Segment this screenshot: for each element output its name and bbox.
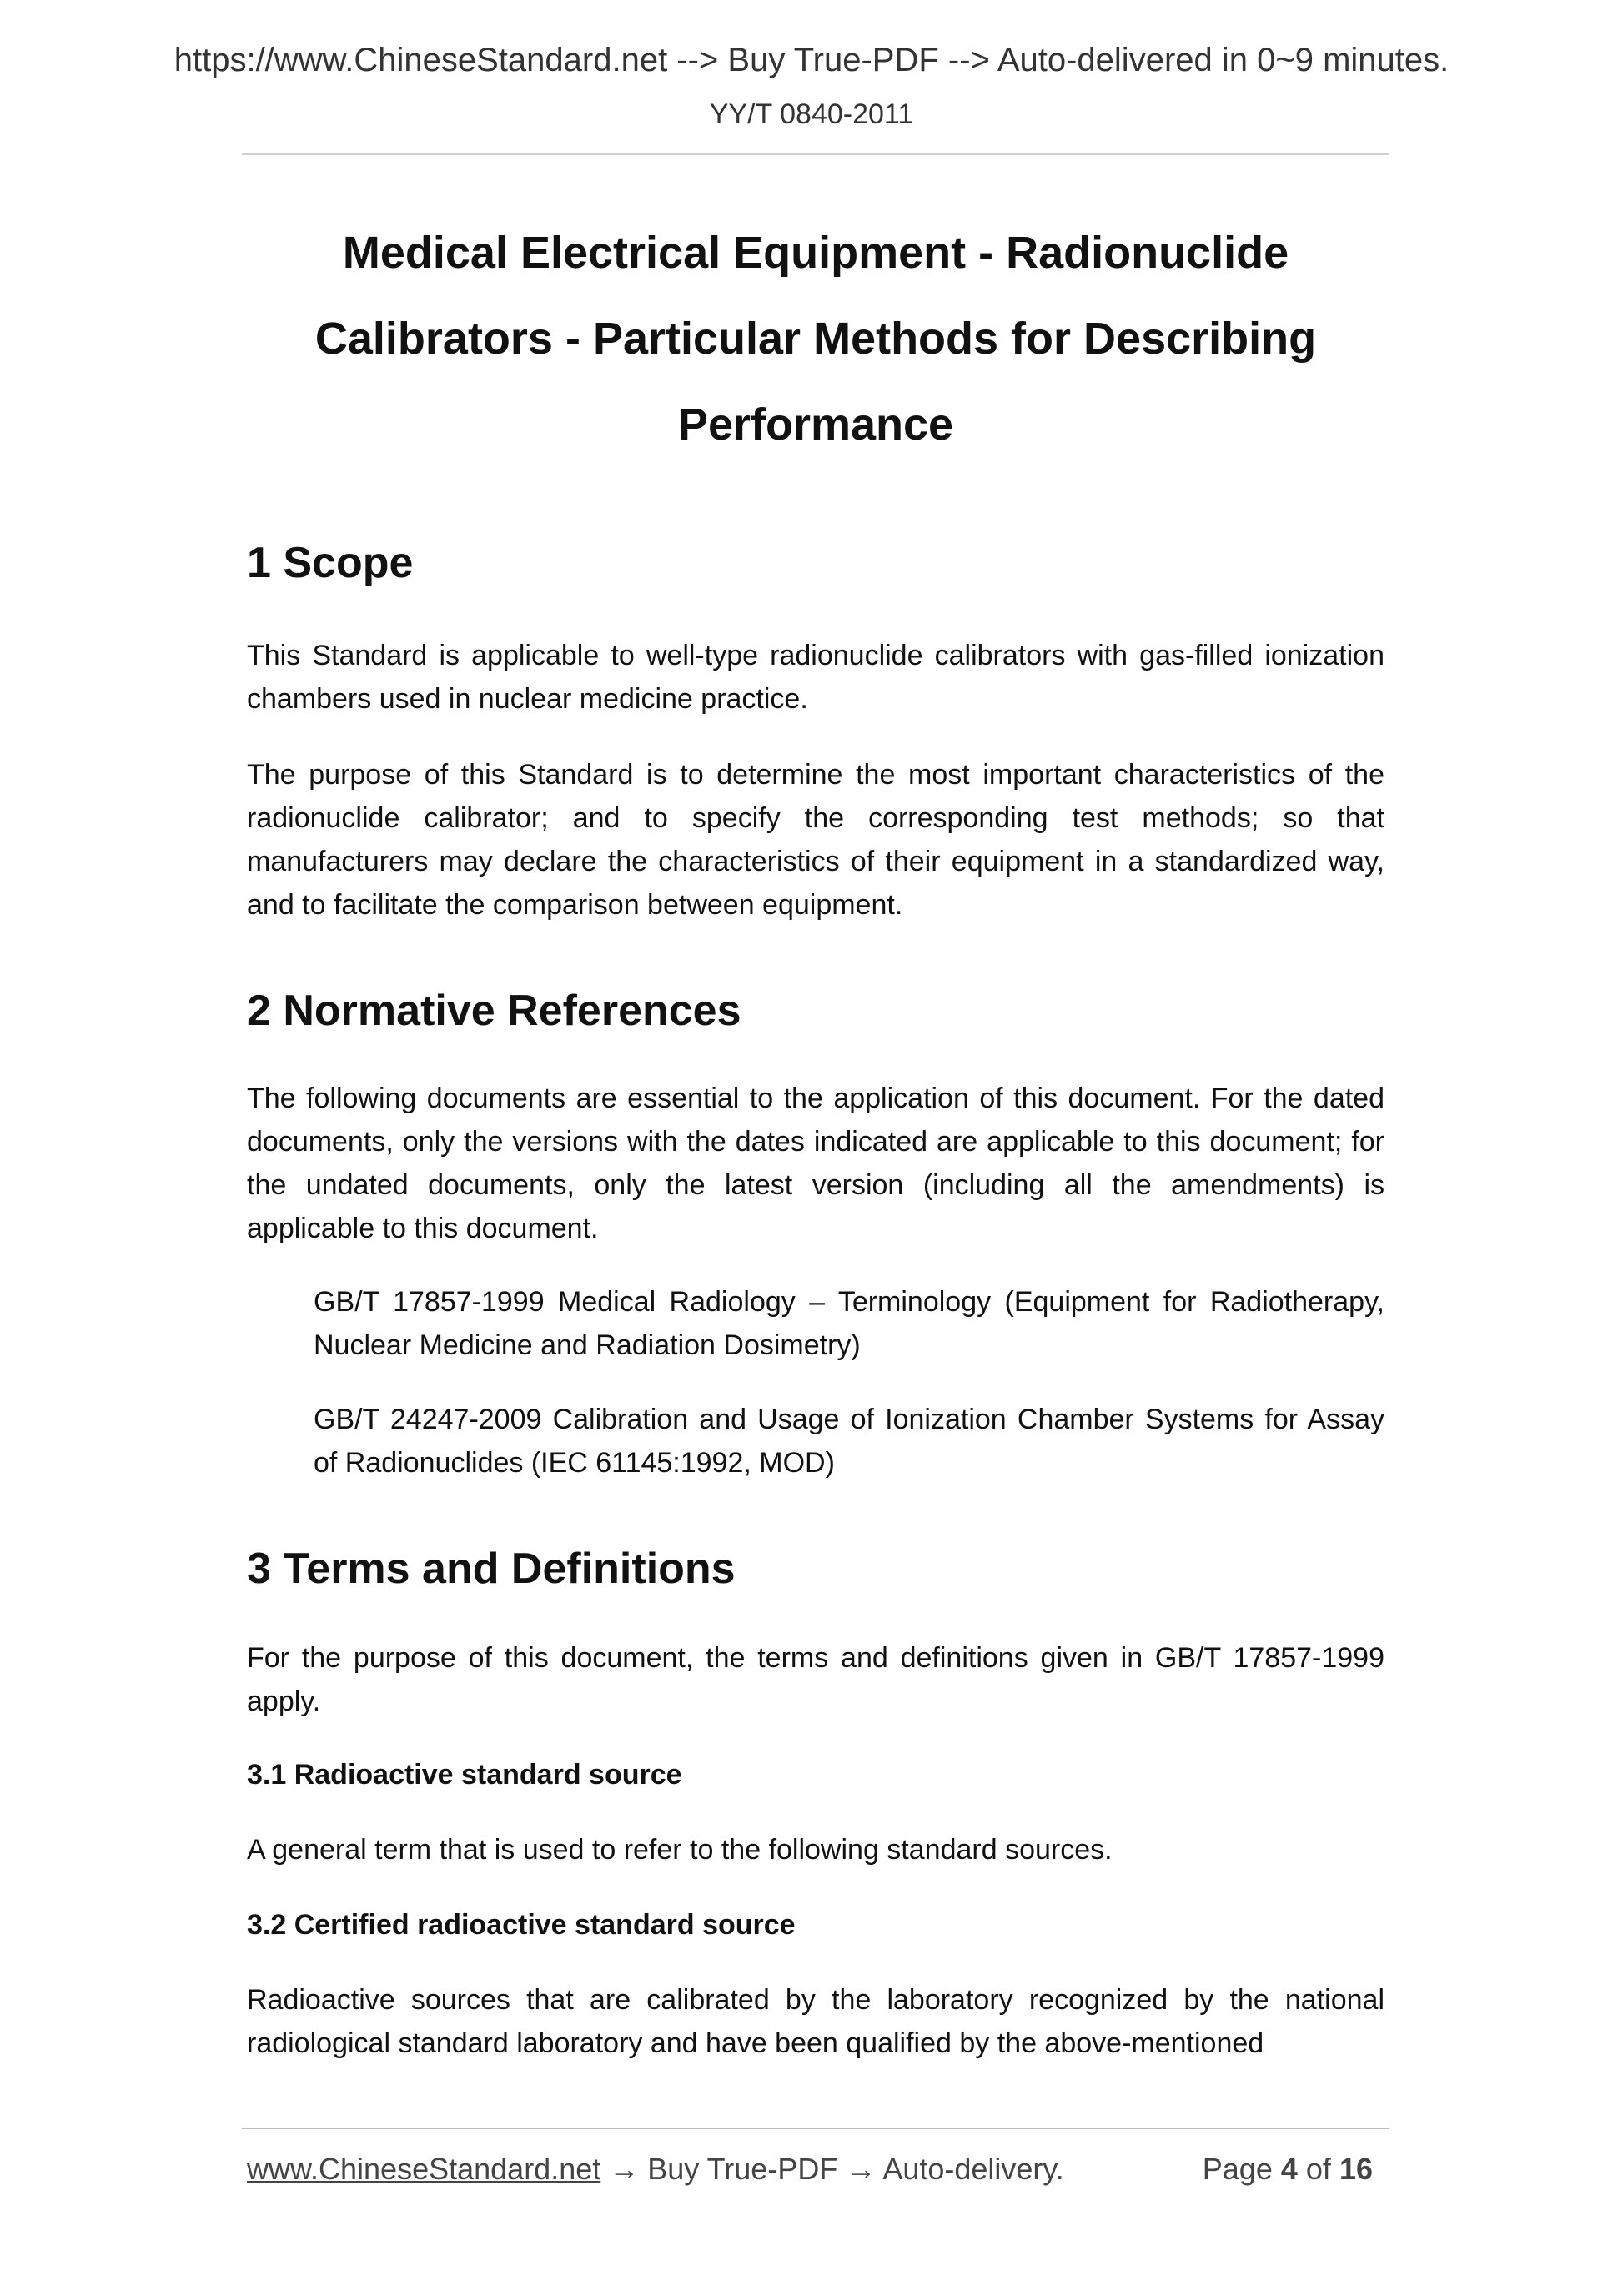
document-body	[247, 534, 1384, 2065]
page-footer	[247, 2152, 1384, 2192]
section-3-heading: 3 Terms and Definitions	[247, 1545, 736, 1593]
document-number: YY/T 0840-2011	[709, 98, 914, 130]
total-pages-number: 16	[1339, 2152, 1373, 2186]
section-1-paragraph-2: The purpose of this Standard is to determine the most important characteristics of the radionuclide calibrator; and to specify the corresponding test methods; so that manufacturers may declare the characteristics of their equipment in a standardized way, and to facilitate the comparison between equipment.	[247, 759, 1384, 921]
of-label: of	[1305, 2152, 1331, 2186]
title-line-3: Performance	[677, 399, 954, 450]
header-divider	[242, 153, 1389, 155]
reference-1: GB/T 17857-1999 Medical Radiology – Terminology (Equipment for Radiotherapy, Nuclear Medicine and Radiation Dosimetry)	[314, 1286, 1384, 1361]
footer-site-link[interactable]: www.ChineseStandard.net	[247, 2152, 601, 2186]
section-1-heading: 1 Scope	[247, 539, 414, 587]
footer-promo-text: → Buy True-PDF → Auto-delivery.	[600, 2152, 1064, 2186]
page-indicator	[1203, 2152, 1373, 2187]
footer-divider	[242, 2128, 1389, 2129]
source-banner: https://www.ChineseStandard.net --> Buy True-PDF --> Auto-delivered in 0~9 minutes.	[173, 42, 1450, 78]
term-3-1-text: A general term that is used to refer to the following standard sources.	[247, 1834, 1113, 1866]
term-3-1-heading: 3.1 Radioactive standard source	[247, 1759, 682, 1791]
footer-promo	[247, 2152, 1064, 2187]
page-label: Page	[1202, 2152, 1273, 2186]
section-2-heading: 2 Normative References	[247, 987, 741, 1035]
title-line-1: Medical Electrical Equipment - Radionuclide	[342, 228, 1289, 278]
term-3-2-text: Radioactive sources that are calibrated by the laboratory recognized by the national radiological standard laboratory and have been qualified by the above-mentioned	[247, 1984, 1384, 2059]
section-3-paragraph-1: For the purpose of this document, the terms and definitions given in GB/T 17857-1999 apply.	[247, 1642, 1384, 1717]
current-page-number: 4	[1280, 2152, 1298, 2186]
document-title	[242, 210, 1389, 468]
section-1-paragraph-1: This Standard is applicable to well-type radionuclide calibrators with gas-filled ionization chambers used in nuclear medicine practice.	[247, 640, 1384, 715]
reference-2: GB/T 24247-2009 Calibration and Usage of Ionization Chamber Systems for Assay of Radionuclides (IEC 61145:1992, MOD)	[314, 1404, 1384, 1479]
term-3-2-heading: 3.2 Certified radioactive standard source	[247, 1909, 796, 1941]
section-2-paragraph-1: The following documents are essential to the application of this document. For the dated documents, only the versions with the dates indicated are applicable to this document; for the undated documents, only the latest version (including all the amendments) is applicable to this document.	[247, 1083, 1384, 1244]
title-line-2: Calibrators - Particular Methods for Describing	[314, 314, 1317, 364]
